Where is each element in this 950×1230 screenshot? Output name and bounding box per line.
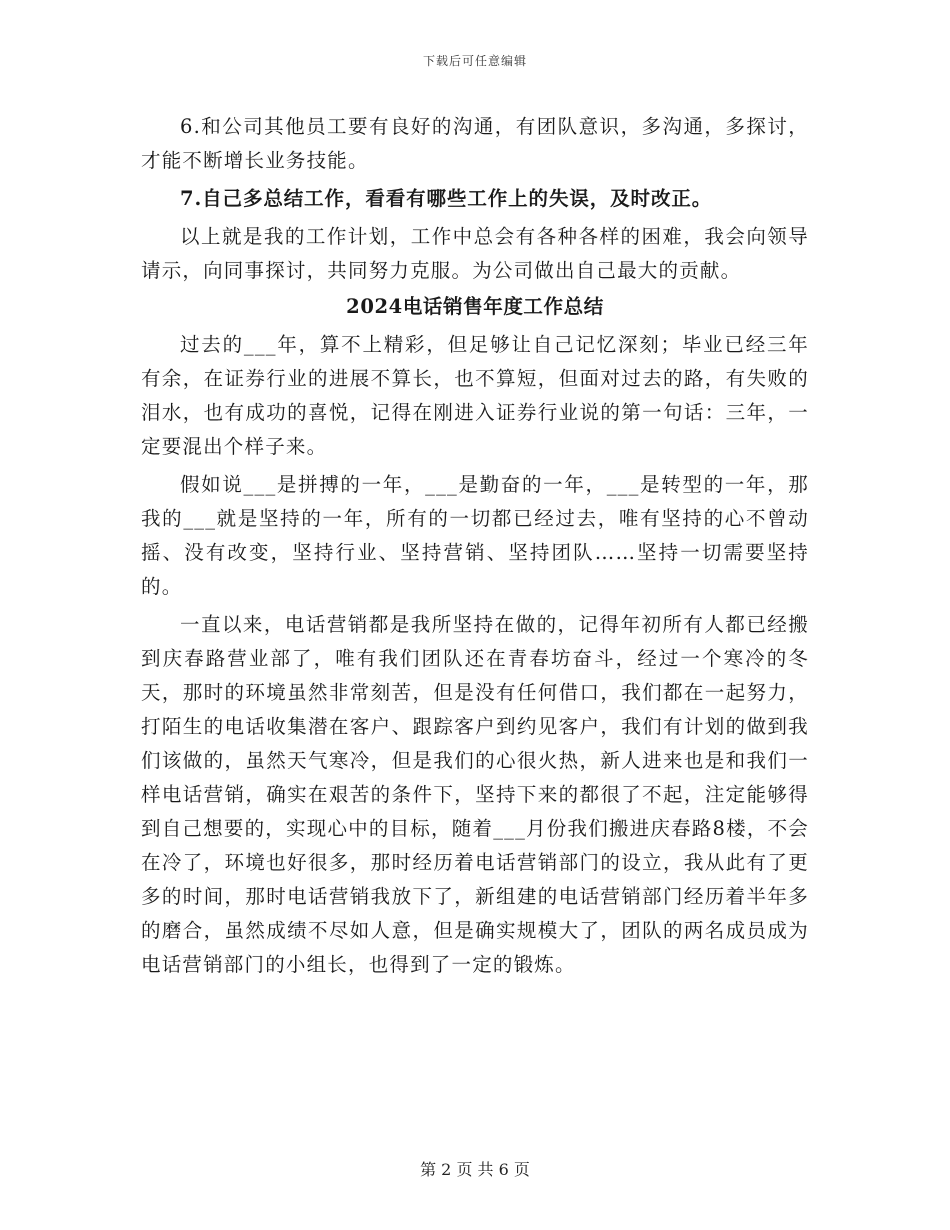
section-title: 2024电话销售年度工作总结 — [346, 295, 604, 318]
closing-paragraph: 以上就是我的工作计划，工作中总会有各种各样的困难，我会向领导请示，向同事探讨，共同努力克服。为公司做出自己最大的贡献。 — [141, 225, 809, 282]
list-item-7: 7.自己多总结工作，看看有哪些工作上的失误，及时改正。 — [180, 187, 713, 210]
list-item-6: 6.和公司其他员工要有良好的沟通，有团队意识，多沟通，多探讨，才能不断增长业务技能。 — [141, 115, 809, 172]
body-paragraph-2: 假如说___是拼搏的一年，___是勤奋的一年，___是转型的一年，那我的___就是坚持的一年，所有的一切都已经过去，唯有坚持的心不曾动摇、没有改变，坚持行业、坚持营销、坚持团队……坚持一切需要坚持的。 — [141, 473, 809, 598]
body-paragraph-3: 一直以来，电话营销都是我所坚持在做的，记得年初所有人都已经搬到庆春路营业部了，唯有我们团队还在青春坊奋斗，经过一个寒冷的冬天，那时的环境虽然非常刻苦，但是没有任何借口，我们都在一起努力，打陌生的电话收集潜在客户、跟踪客户到约见客户，我们有计划的做到我们该做的，虽然天气寒冷，但是我们的心很火热，新人进来也是和我们一样电话营销，确实在艰苦的条件下，坚持下来的都很了不起，注定能够得到自己想要的，实现心中的目标，随着___月份我们搬进庆春路8楼，不会在冷了，环境也好很多，那时经历着电话营销部门的设立，我从此有了更多的时间，那时电话营销我放下了，新组建的电话营销部门经历着半年多的磨合，虽然成绩不尽如人意，但是确实规模大了，团队的两名成员成为电话营销部门的小组长，也得到了一定的锻炼。 — [141, 613, 809, 976]
page-header: 下载后可任意编辑 — [422, 54, 527, 68]
page-footer: 第 2 页 共 6 页 — [420, 1160, 530, 1179]
document-body — [141, 110, 809, 982]
body-paragraph-1: 过去的___年，算不上精彩，但足够让自己记忆深刻；毕业已经三年有余，在证券行业的进展不算长，也不算短，但面对过去的路，有失败的泪水，也有成功的喜悦，记得在刚进入证券行业说的第一句话：三年，一定要混出个样子来。 — [141, 333, 809, 458]
